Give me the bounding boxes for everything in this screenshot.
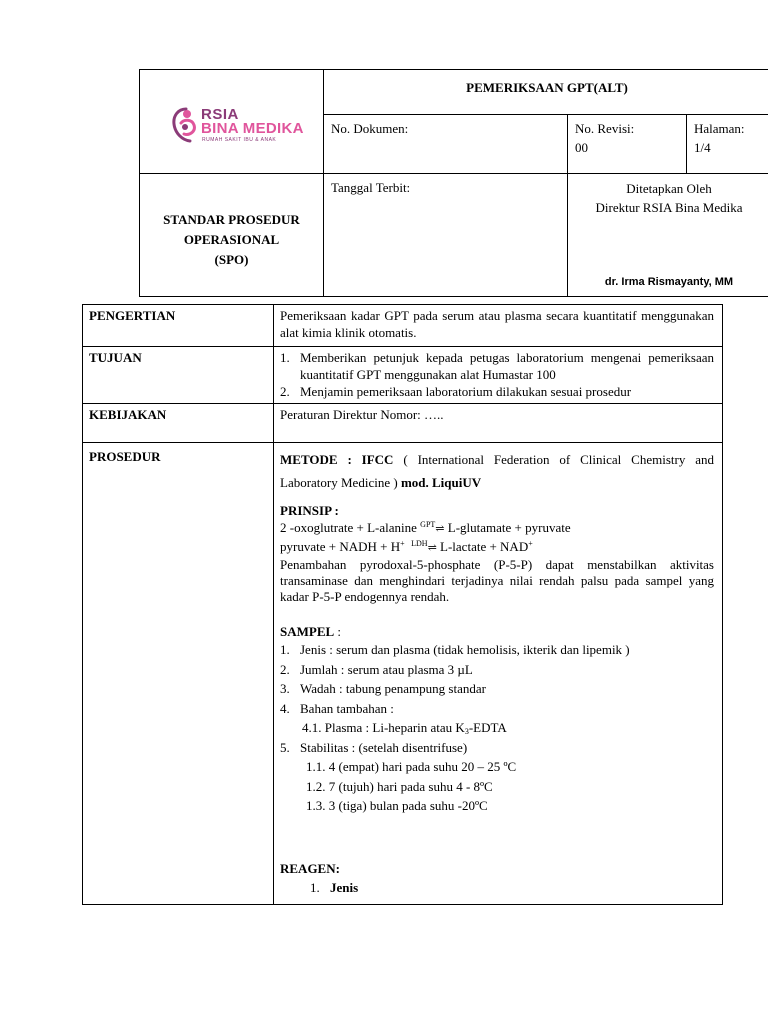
sop-content-table bbox=[82, 304, 723, 905]
spo-line-1: STANDAR PROSEDUR bbox=[163, 212, 300, 227]
metode-label: METODE : IFCC bbox=[280, 452, 394, 467]
mother-child-icon bbox=[170, 106, 200, 144]
doc-number-cell bbox=[324, 115, 568, 174]
list-item: 1. Memberikan petunjuk kepada petugas laboratorium mengenai pemeriksaan kuantitatif GPT menggunakan alat Humastar 100 bbox=[280, 350, 714, 382]
document-title: PEMERIKSAAN GPT(ALT) bbox=[324, 70, 768, 115]
reagen-heading: REAGEN: bbox=[280, 860, 340, 876]
list-item: 1.2. 7 (tujuh) hari pada suhu 4 - 8ºC bbox=[306, 778, 493, 794]
list-item: 2. Jumlah : serum atau plasma 3 µL bbox=[280, 661, 473, 677]
list-item: 1.1. 4 (empat) hari pada suhu 20 – 25 ºC bbox=[306, 759, 517, 774]
revision-value: 00 bbox=[575, 140, 588, 155]
tujuan-label: TUJUAN bbox=[83, 347, 274, 404]
list-item: 5. Stabilitas : (setelah disentrifuse) bbox=[280, 739, 468, 755]
reaction-2: pyruvate + NADH + H+ $^{LDH}$⇌ L-lactate + NAD+ bbox=[280, 539, 533, 554]
equilibrium-arrow-icon: ⇌ bbox=[435, 523, 445, 535]
tujuan-content bbox=[274, 347, 723, 404]
page-value: 1/4 bbox=[694, 140, 711, 155]
row-pengertian bbox=[83, 305, 723, 347]
logo-rsia-text: RSIA bbox=[201, 106, 239, 123]
kebijakan-label: KEBIJAKAN bbox=[83, 404, 274, 443]
prinsip-heading: PRINSIP : bbox=[280, 503, 339, 518]
list-item: 1. Jenis bbox=[310, 879, 359, 895]
row-prosedur bbox=[83, 443, 723, 905]
approved-by-label: Ditetapkan Oleh bbox=[626, 181, 712, 196]
sampel-heading: SAMPEL : bbox=[280, 624, 342, 639]
prosedur-content bbox=[274, 443, 723, 905]
approved-by-cell bbox=[568, 174, 768, 297]
kebijakan-text: Peraturan Direktur Nomor: ….. bbox=[274, 404, 723, 443]
metode-mod: mod. LiquiUV bbox=[400, 475, 482, 490]
doc-number-label: No. Dokumen: bbox=[331, 121, 409, 136]
issue-date-cell bbox=[324, 174, 568, 297]
metode-text: ( International Federation of Clinical Chemistry and Laboratory Medicine ) bbox=[280, 452, 714, 490]
page-label: Halaman: bbox=[694, 121, 745, 136]
reaction-1: 2 -oxoglutrate + L-alanine $^{GPT}$⇌ L-glutamate + pyruvate bbox=[280, 520, 571, 535]
director-name: dr. Irma Rismayanty, MM bbox=[604, 276, 734, 288]
list-item: 1.3. 3 (tiga) bulan pada suhu -20ºC bbox=[306, 798, 488, 813]
gpt-enzyme-label: GPT bbox=[420, 520, 436, 529]
logo-tagline: RUMAH SAKIT IBU & ANAK bbox=[202, 137, 277, 143]
row-tujuan bbox=[83, 347, 723, 404]
logo-binamedika-text: BINA MEDIKA bbox=[201, 120, 304, 137]
equilibrium-arrow-icon: ⇌ bbox=[427, 542, 437, 554]
pengertian-label: PENGERTIAN bbox=[83, 305, 274, 347]
approved-by-title: Direktur RSIA Bina Medika bbox=[595, 200, 743, 215]
header-table bbox=[139, 69, 768, 297]
list-item: 4.1. Plasma : Li-heparin atau $K_3$-EDTA bbox=[302, 720, 507, 736]
issue-date-label: Tanggal Terbit: bbox=[331, 180, 411, 195]
spo-line-2: OPERASIONAL bbox=[183, 232, 280, 247]
ldh-enzyme-label: LDH bbox=[411, 539, 428, 548]
list-item: 1. Jenis : serum dan plasma (tidak hemolisis, ikterik dan lipemik ) bbox=[280, 642, 630, 657]
hospital-logo bbox=[170, 106, 310, 146]
spo-cell bbox=[140, 174, 324, 297]
prinsip-text: Penambahan pyrodoxal-5-phosphate (P-5-P) dapat menstabilkan aktivitas transaminase dan menghindari terjadinya nilai rendah palsu pada sampel yang kadar P-5-P endogennya rendah. bbox=[280, 557, 714, 604]
row-kebijakan bbox=[83, 404, 723, 443]
logo-cell bbox=[140, 70, 324, 174]
list-item: 3. Wadah : tabung penampung standar bbox=[280, 681, 486, 696]
pengertian-text: Pemeriksaan kadar GPT pada serum atau plasma secara kuantitatif menggunakan alat kimia klinik otomatis. bbox=[274, 305, 723, 347]
revision-label: No. Revisi: bbox=[575, 121, 635, 136]
revision-cell bbox=[568, 115, 687, 174]
list-item: 4. Bahan tambahan : bbox=[280, 700, 394, 716]
page-cell bbox=[687, 115, 768, 174]
list-item: 2. Menjamin pemeriksaan laboratorium dilakukan sesuai prosedur bbox=[280, 384, 632, 399]
spo-line-3: (SPO) bbox=[214, 252, 249, 267]
metode-paragraph bbox=[280, 448, 714, 494]
prosedur-label: PROSEDUR bbox=[83, 443, 274, 905]
